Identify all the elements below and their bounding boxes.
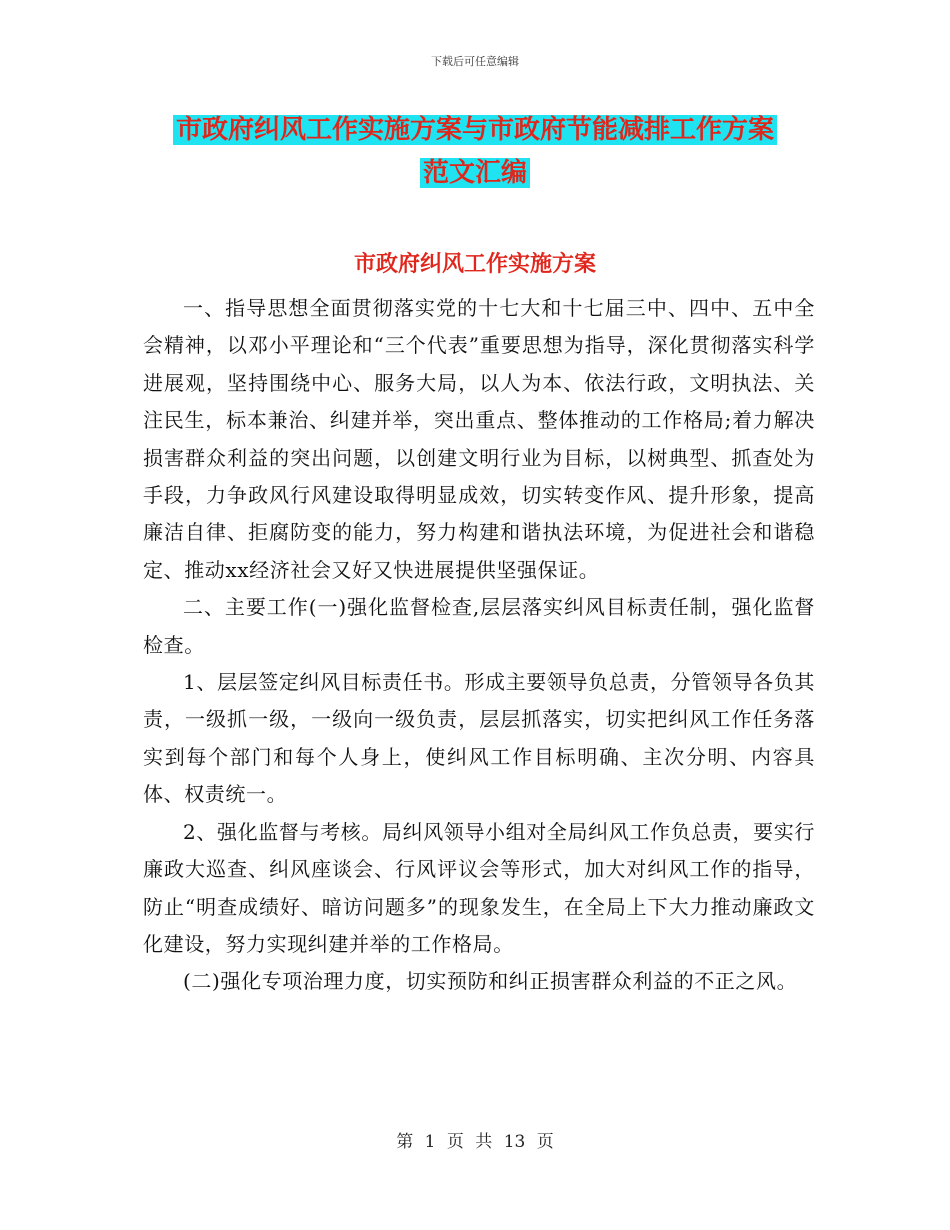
paragraph: 一、指导思想全面贯彻落实党的十七大和十七届三中、四中、五中全会精神，以邓小平理论和“三个代表”重要思想为指导，深化贯彻落实科学进展观，坚持围绕中心、服务大局，以人为本、依法行政，文明执法、关注民生，标本兼治、纠建并举，突出重点、整体推动的工作格局;着力解决损害群众利益的突出问题，以创建文明行业为目标，以树典型、抓查处为手段，力争政风行风建设取得明显成效，切实转变作风、提升形象，提高廉洁自律、拒腐防变的能力，努力构建和谐执法环境，为促进社会和谐稳定、推动xx经济社会又好又快进展提供坚强保证。 <box>143 296 815 582</box>
paragraph: 二、主要工作(一)强化监督检查,层层落实纠风目标责任制，强化监督检查。 <box>143 595 815 657</box>
header-note: 下载后可任意编辑 <box>431 55 519 68</box>
paragraph: 1、层层签定纠风目标责任书。形成主要领导负总责，分管领导各负其责，一级抓一级，一级向一级负责，层层抓落实，切实把纠风工作任务落实到每个部门和每个人身上，使纠风工作目标明确、主次分明、内容具体、权责统一。 <box>143 670 815 807</box>
document-title-text-1: 市政府纠风工作实施方案与市政府节能减排工作方案 <box>173 115 777 145</box>
section-title: 市政府纠风工作实施方案 <box>353 252 596 277</box>
document-title-text-2: 范文汇编 <box>420 158 530 188</box>
page-number-footer: 第 1 页 共 13 页 <box>396 1132 554 1152</box>
paragraph: 2、强化监督与考核。局纠风领导小组对全局纠风工作负总责，要实行廉政大巡查、纠风座谈会、行风评议会等形式，加大对纠风工作的指导，防止“明查成绩好、暗访问题多”的现象发生，在全局上下大力推动廉政文化建设，努力实现纠建并举的工作格局。 <box>143 819 815 956</box>
document-body <box>143 290 815 1001</box>
document-title-line-1 <box>0 113 950 147</box>
document-title-line-2 <box>0 156 950 190</box>
paragraph: (二)强化专项治理力度，切实预防和纠正损害群众利益的不正之风。 <box>183 969 798 994</box>
